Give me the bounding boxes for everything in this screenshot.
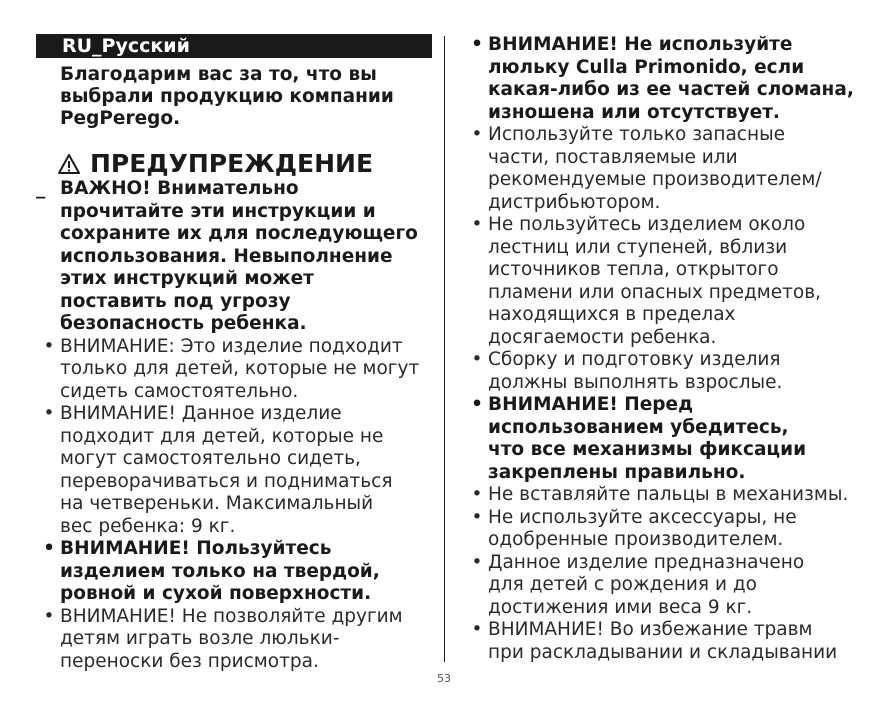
warning-item-text: ВАЖНО! Внимательно прочитайте эти инструкции и сохраните их для последующего использования. Невыполнение этих инструкций может поставить под угрозу безопасность ребенка. bbox=[60, 178, 418, 334]
dash-marker: _ bbox=[36, 178, 46, 199]
warning-item bbox=[464, 214, 864, 349]
warning-item bbox=[464, 484, 864, 507]
warning-item bbox=[464, 124, 864, 214]
bullet-marker: • bbox=[43, 335, 55, 357]
bullet-marker: • bbox=[471, 551, 483, 573]
language-header: RU_Русский bbox=[36, 34, 432, 58]
warning-item bbox=[36, 403, 432, 538]
page-number: 53 bbox=[437, 672, 451, 685]
warning-item-text: ВНИМАНИЕ! Перед использованием убедитесь, что все механизмы фиксации закреплены правильно. bbox=[488, 394, 807, 483]
bullet-marker: • bbox=[471, 506, 483, 528]
warning-item-text: Используйте только запасные части, поставляемые или рекомендуемые производителем/ дистрибьютором. bbox=[488, 124, 822, 213]
bullet-marker: • bbox=[471, 124, 483, 145]
bullet-marker: • bbox=[43, 538, 55, 559]
warning-item bbox=[464, 507, 864, 552]
warning-item-text: Не используйте аксессуары, не одобренные производителем. bbox=[488, 506, 797, 550]
warning-title: ПРЕДУПРЕЖДЕНИЕ bbox=[90, 149, 374, 178]
warning-item-text: ВНИМАНИЕ! Не позволяйте другим детям играть возле люльки- переноски без присмотра. bbox=[60, 605, 403, 672]
warning-item-text: Данное изделие предназначено для детей с рождения и до достижения ими веса 9 кг. bbox=[488, 551, 805, 618]
bullet-marker: • bbox=[471, 619, 483, 640]
warning-item bbox=[464, 349, 864, 394]
warning-item-text: ВНИМАНИЕ: Это изделие подходит только для детей, которые не могут сидеть самостоятельно. bbox=[60, 335, 420, 402]
warning-item bbox=[36, 336, 432, 404]
warning-item-text: ВНИМАНИЕ! Не используйте люльку Culla Primonido, если какая-либо из ее частей сломана, изношена или отсутствует. bbox=[488, 34, 854, 123]
right-column bbox=[464, 34, 864, 664]
intro-text: Благодарим вас за то, что вы выбрали продукцию компании PegPerego. bbox=[60, 64, 394, 129]
left-column bbox=[36, 34, 432, 673]
warning-item-text: Не пользуйтесь изделием около лестниц или ступеней, вблизи источников тепла, открытого пламени или опасных предметов, находящихся в пределах досягаемости ребенка. bbox=[488, 214, 822, 348]
bullet-marker: • bbox=[471, 484, 483, 505]
bullet-marker: • bbox=[43, 403, 55, 424]
bullet-marker: • bbox=[43, 605, 55, 627]
warning-item bbox=[464, 619, 864, 664]
warning-heading bbox=[58, 150, 432, 178]
warning-item-text: ВНИМАНИЕ! Данное изделие подходит для детей, которые не могут самостоятельно сидеть, переворачиваться и подниматься на четвереньки. Максимальный вес ребенка: 9 кг. bbox=[60, 403, 393, 537]
warning-item-text: Сборку и подготовку изделия должны выполнять взрослые. bbox=[488, 349, 783, 393]
warning-item bbox=[464, 394, 864, 484]
warning-item bbox=[36, 538, 432, 606]
bullet-marker: • bbox=[471, 394, 483, 415]
warning-item bbox=[464, 34, 864, 124]
warning-item bbox=[464, 552, 864, 620]
warning-triangle-icon bbox=[58, 153, 80, 175]
bullet-marker: • bbox=[471, 349, 483, 370]
right-warning-list bbox=[464, 34, 864, 664]
bullet-marker: • bbox=[471, 34, 483, 55]
left-warning-list bbox=[36, 178, 432, 673]
column-divider bbox=[444, 36, 445, 662]
warning-item-text: Не вставляйте пальцы в механизмы. bbox=[488, 484, 849, 505]
warning-item bbox=[36, 178, 432, 336]
warning-item-text: ВНИМАНИЕ! Во избежание травм при раскладывании и складывании bbox=[488, 619, 838, 663]
warning-item-text: ВНИМАНИЕ! Пользуйтесь изделием только на твердой, ровной и сухой поверхности. bbox=[60, 538, 380, 604]
bullet-marker: • bbox=[471, 214, 483, 235]
warning-item bbox=[36, 606, 432, 674]
